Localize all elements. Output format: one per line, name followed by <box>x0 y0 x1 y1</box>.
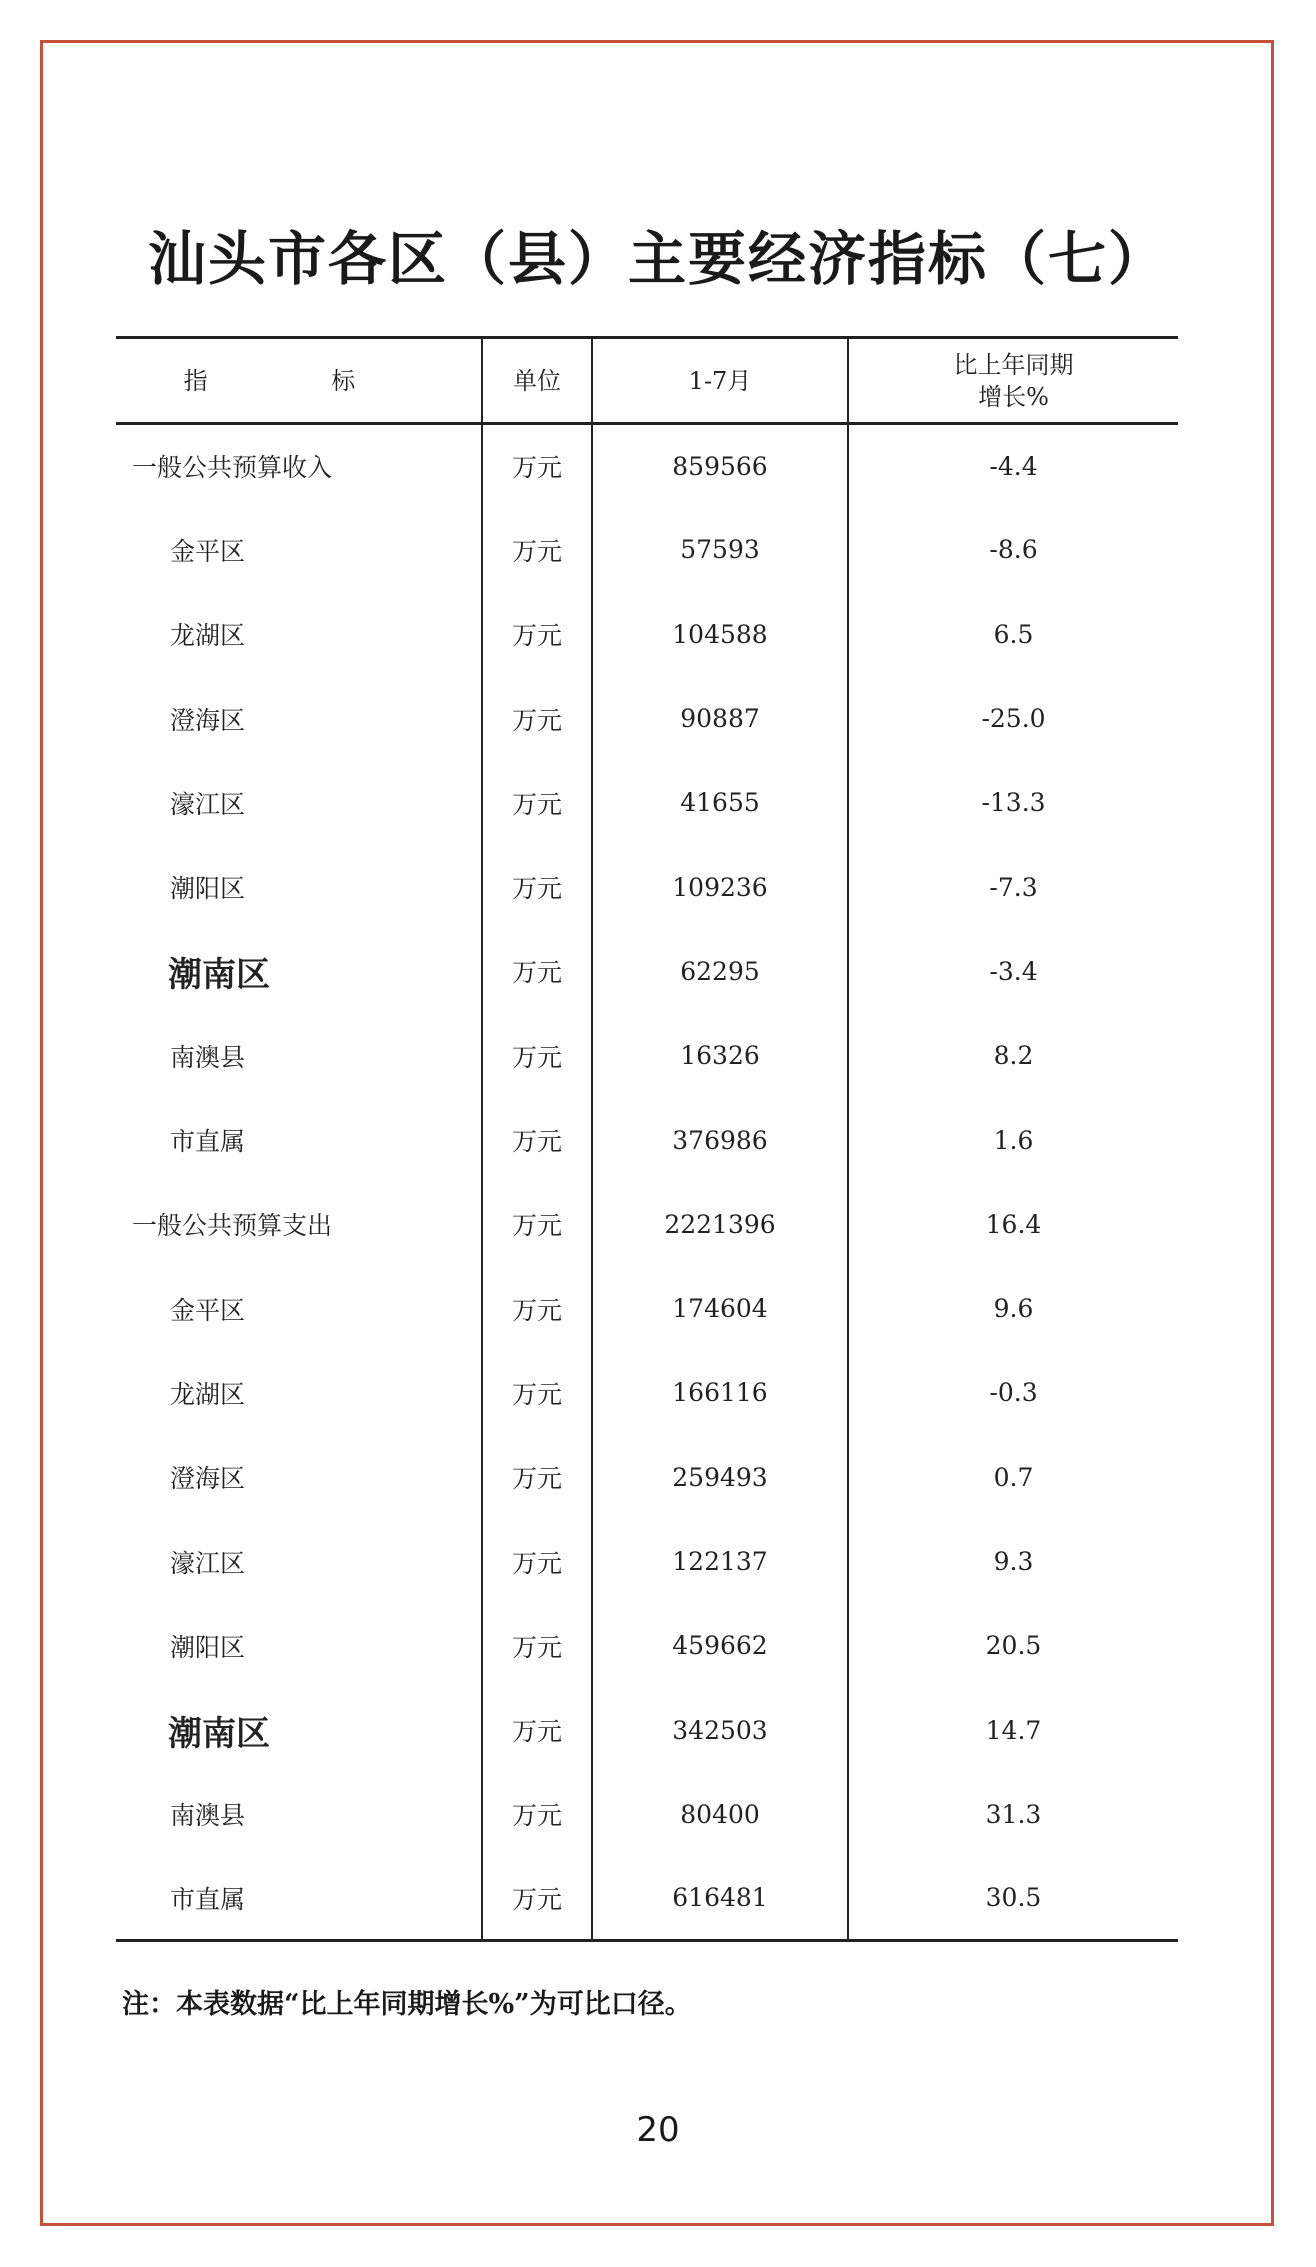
row-unit: 万元 <box>482 1435 592 1519</box>
row-indicator: 金平区 <box>116 508 482 592</box>
table-row <box>116 676 1178 760</box>
row-growth: -0.3 <box>989 1378 1038 1408</box>
row-value: 166116 <box>592 1351 848 1435</box>
row-value: 109236 <box>592 845 848 929</box>
row-value: 259493 <box>592 1435 848 1519</box>
page-number: 20 <box>636 2110 680 2150</box>
row-value: 16326 <box>592 1014 848 1098</box>
row-growth: -4.4 <box>989 451 1038 481</box>
row-value: 616481 <box>592 1857 848 1941</box>
header-growth <box>848 338 1178 424</box>
row-growth: -25.0 <box>981 704 1046 734</box>
row-unit: 万元 <box>482 1014 592 1098</box>
row-growth: 31.3 <box>985 1799 1042 1829</box>
row-value: 459662 <box>592 1604 848 1688</box>
row-value: 41655 <box>592 761 848 845</box>
table-row <box>116 1014 1178 1098</box>
row-growth: 14.7 <box>985 1715 1042 1745</box>
table-row <box>116 508 1178 592</box>
row-value: 57593 <box>592 508 848 592</box>
row-unit: 万元 <box>482 761 592 845</box>
row-indicator: 龙湖区 <box>116 592 482 676</box>
table-row <box>116 1435 1178 1519</box>
row-growth: 30.5 <box>848 1857 1178 1941</box>
row-indicator: 南澳县 <box>116 1772 482 1856</box>
header-period: 1-7月 <box>592 338 848 424</box>
row-value: 2221396 <box>592 1182 848 1266</box>
row-growth: 16.4 <box>985 1209 1042 1239</box>
row-growth: -13.3 <box>981 788 1046 818</box>
row-unit: 万元 <box>482 676 592 760</box>
table-row <box>116 1688 1178 1772</box>
row-growth: 6.5 <box>993 619 1034 649</box>
footnote: 注：本表数据“比上年同期增长%”为可比口径。 <box>122 1989 692 2020</box>
row-indicator: 一般公共预算收入 <box>116 424 482 508</box>
row-value: 62295 <box>592 929 848 1013</box>
header-growth-line1: 比上年同期 <box>953 350 1074 379</box>
row-indicator: 市直属 <box>116 1098 482 1182</box>
row-unit: 万元 <box>482 1351 592 1435</box>
row-value: 90887 <box>592 676 848 760</box>
row-value: 859566 <box>592 424 848 508</box>
row-value: 104588 <box>592 592 848 676</box>
row-unit: 万元 <box>482 1604 592 1688</box>
row-growth: -7.3 <box>989 872 1038 902</box>
row-unit: 万元 <box>482 1182 592 1266</box>
row-value: 376986 <box>592 1098 848 1182</box>
row-unit: 万元 <box>482 1688 592 1772</box>
table-row <box>116 1182 1178 1266</box>
header-unit: 单位 <box>482 338 592 424</box>
table-row <box>116 845 1178 929</box>
row-unit: 万元 <box>482 592 592 676</box>
row-unit: 万元 <box>482 1857 592 1941</box>
table-row <box>116 1351 1178 1435</box>
row-indicator: 市直属 <box>116 1857 482 1941</box>
header-indicator: 指 标 <box>116 338 482 424</box>
row-indicator: 潮阳区 <box>116 1604 482 1688</box>
table-row <box>116 929 1178 1013</box>
row-growth: 1.6 <box>993 1125 1034 1155</box>
table-row <box>116 761 1178 845</box>
table-row <box>116 1098 1178 1182</box>
row-indicator: 潮南区 <box>116 1688 482 1772</box>
row-unit: 万元 <box>482 1098 592 1182</box>
row-value: 342503 <box>592 1688 848 1772</box>
row-indicator: 濠江区 <box>116 1519 482 1603</box>
row-unit: 万元 <box>482 1519 592 1603</box>
row-indicator: 潮南区 <box>116 929 482 1013</box>
header-growth-line2: 增长% <box>978 382 1049 411</box>
row-value: 174604 <box>592 1266 848 1350</box>
row-indicator: 南澳县 <box>116 1014 482 1098</box>
row-unit: 万元 <box>482 1266 592 1350</box>
row-value: 122137 <box>592 1519 848 1603</box>
row-indicator: 龙湖区 <box>116 1351 482 1435</box>
row-growth: -3.4 <box>989 956 1038 986</box>
table-row <box>116 1772 1178 1856</box>
row-indicator: 澄海区 <box>116 676 482 760</box>
row-growth: 20.5 <box>985 1631 1042 1661</box>
row-value: 80400 <box>592 1772 848 1856</box>
table-row <box>116 592 1178 676</box>
row-growth: 0.7 <box>993 1462 1034 1492</box>
row-unit: 万元 <box>482 508 592 592</box>
row-unit: 万元 <box>482 845 592 929</box>
row-unit: 万元 <box>482 1772 592 1856</box>
table-row <box>116 424 1178 508</box>
row-unit: 万元 <box>482 424 592 508</box>
row-indicator: 潮阳区 <box>116 845 482 929</box>
row-growth: 9.3 <box>993 1547 1034 1576</box>
table-row <box>116 1604 1178 1688</box>
row-indicator: 金平区 <box>116 1266 482 1350</box>
table-row <box>116 1519 1178 1603</box>
table-header-row <box>116 338 1178 424</box>
row-growth: 9.6 <box>993 1294 1034 1324</box>
page-title: 汕头市各区（县）主要经济指标（七） <box>147 225 1168 293</box>
row-indicator: 澄海区 <box>116 1435 482 1519</box>
row-indicator: 濠江区 <box>116 761 482 845</box>
table-row <box>116 1857 1178 1941</box>
row-indicator: 一般公共预算支出 <box>116 1182 482 1266</box>
indicators-table <box>116 336 1178 1942</box>
row-growth: 8.2 <box>993 1041 1034 1071</box>
row-unit: 万元 <box>482 929 592 1013</box>
row-growth: -8.6 <box>989 535 1038 565</box>
table-row <box>116 1266 1178 1350</box>
